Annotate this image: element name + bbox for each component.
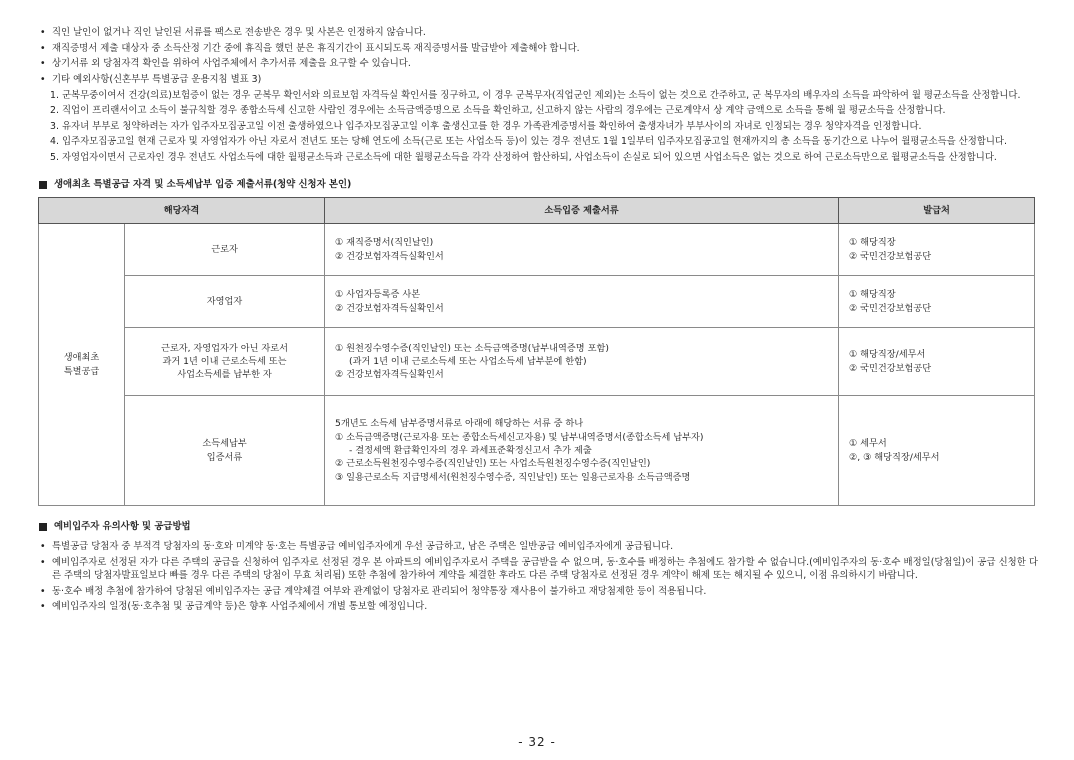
table-row (39, 276, 1035, 328)
waitlist-notes (38, 540, 1038, 614)
page-number: - 32 - (518, 735, 556, 749)
issuer-cell: ① 해당직장 ② 국민건강보험공단 (839, 224, 1035, 276)
category-cell: 근로자, 자영업자가 아닌 자로서 과거 1년 이내 근로소득세 또는 사업소득세를 납부한 자 (125, 328, 325, 396)
note-bullet: • 예비입주자로 선정된 자가 다른 주택의 공급을 신청하여 입주자로 선정된 경우 본 아파트의 예비입주자로서 주택을 공급받을 수 없으며, 동·호수를 배정하는 추첨에도 참가할 수 없습니다.(예비입주자의 동·호수 배정일(당첨일)이 공급 신청한 다른 주택의 당첨자발표일보다 빠를 경우 다른 주택의 당첨이 무효 처리됨) 또한 추첨에 참가하여 계약을 체결한 후라도 다른 주택 당첨자로 선정된 경우 계약이 해제 또는 해지될 수 있으니, 이점 유의하시기 바랍니다. (38, 556, 1038, 583)
documents-table (38, 197, 1035, 506)
exception-item: 5. 자영업자이면서 근로자인 경우 전년도 사업소득에 대한 월평균소득과 근로소득에 대한 월평균소득을 각각 산정하여 합산하되, 사업소득이 손실로 되어 있으면 사업소득은 없는 것으로 하여 근로소득만으로 월평균소득을 산정합니다. (50, 152, 997, 163)
note-bullet: • 예비입주자의 일정(동·호추첨 및 공급계약 등)은 향후 사업주체에서 개별 통보할 예정입니다. (38, 600, 1038, 614)
issuer-cell: ① 해당직장 ② 국민건강보험공단 (839, 276, 1035, 328)
note-bullet: • 기타 예외사항(신혼부부 특별공급 운용지침 별표 3) (38, 73, 1038, 87)
category-cell: 자영업자 (125, 276, 325, 328)
table-row (39, 328, 1035, 396)
exception-item: 1. 군복무중이여서 건강(의료)보험증이 없는 경우 군복무 확인서와 의료보험 자격득실 확인서를 징구하고, 이 경우 군복무자(직업군인 제외)는 소득이 없는 것으로 간주하고, 군 복무자의 배우자의 소득을 파악하여 월 평균소득을 산정합니다. (50, 89, 1021, 101)
header-issuer: 발급처 (839, 198, 1035, 224)
table-row (39, 224, 1035, 276)
note-bullet: • 동·호수 배정 추첨에 참가하여 당첨된 예비입주자는 공급 계약체결 여부와 관계없이 당첨자로 관리되어 청약통장 재사용이 불가하고 재당첨제한 등이 적용됩니다. (38, 585, 1038, 599)
documents-cell: ① 원천징수영수증(직인날인) 또는 소득금액증명(납부내역증명 포함) (과거 1년 이내 근로소득세 또는 사업소득세 납부분에 한함) ② 건강보험자격득실확인서 (325, 328, 839, 396)
header-documents: 소득입증 제출서류 (325, 198, 839, 224)
note-bullet: • 상기서류 외 당첨자격 확인을 위하여 사업주체에서 추가서류 제출을 요구할 수 있습니다. (38, 57, 1038, 71)
table-header-row (39, 198, 1035, 224)
documents-cell: ① 사업자등록증 사본 ② 건강보험자격득실확인서 (325, 276, 839, 328)
section-title-waitlist: 예비입주자 유의사항 및 공급방법 (38, 520, 1038, 534)
documents-cell: 5개년도 소득세 납부증명서류로 아래에 해당하는 서류 중 하나 ① 소득금액증명(근로자용 또는 종합소득세신고자용) 및 납부내역증명서(종합소득세 납부자) - 결정세액 환급확인자의 경우 과세표준확정신고서 추가 제출 ② 근로소득원천징수영수증(직인날인) 또는 사업소득원천징수영수증(직인날인) ③ 일용근로소득 지급명세서(원천징수영수증, 직인날인) 또는 일용근로자용 소득금액증명 (325, 396, 839, 506)
table-row (39, 396, 1035, 506)
note-bullet: • 직인 날인이 없거나 직인 날인된 서류를 팩스로 전송받은 경우 및 사본은 인정하지 않습니다. (38, 26, 1038, 40)
documents-cell: ① 재직증명서(직인날인) ② 건강보험자격득실확인서 (325, 224, 839, 276)
group-cell: 생애최초 특별공급 (39, 224, 125, 506)
document-page (38, 26, 1038, 616)
exception-list (38, 89, 1038, 165)
category-cell: 소득세납부 입증서류 (125, 396, 325, 506)
header-qualification: 해당자격 (39, 198, 325, 224)
category-cell: 근로자 (125, 224, 325, 276)
intro-notes (38, 26, 1038, 87)
issuer-cell: ① 해당직장/세무서 ② 국민건강보험공단 (839, 328, 1035, 396)
exception-item: 4. 입주자모집공고일 현재 근로자 및 자영업자가 아닌 자로서 전년도 또는 당해 연도에 소득(근로 또는 사업소득 등)이 있는 경우 전년도 1월 1일부터 입주자모집공고일 현재까지의 총 소득을 동기간으로 나누어 월평균소득을 산정합니다. (50, 136, 1007, 148)
issuer-cell: ① 세무서 ②, ③ 해당직장/세무서 (839, 396, 1035, 506)
note-bullet: • 재직증명서 제출 대상자 중 소득산정 기간 중에 휴직을 했던 분은 휴직기간이 표시되도록 재직증명서를 발급받아 제출해야 합니다. (38, 42, 1038, 56)
exception-item: 3. 유자녀 부부로 청약하려는 자가 입주자모집공고일 이전 출생하였으나 입주자모집공고일 이후 출생신고를 한 경우 가족관계증명서를 확인하여 출생자녀가 부부사이의 자녀로 인정되는 경우 청약자격을 인정합니다. (50, 120, 922, 132)
section-title-documents: 생애최초 특별공급 자격 및 소득세납부 입증 제출서류(청약 신청자 본인) (38, 178, 1038, 192)
exception-item: 2. 직업이 프리랜서이고 소득이 불규칙할 경우 종합소득세 신고한 사람인 경우에는 소득금액증명으로 소득을 확인하고, 신고하지 않는 사람의 경우에는 근로계약서 상 계약 금액으로 소득을 통해 월 평균소득을 산정합니다. (50, 105, 946, 117)
note-bullet: • 특별공급 당첨자 중 부적격 당첨자의 동·호와 미계약 동·호는 특별공급 예비입주자에게 우선 공급하고, 남은 주택은 일반공급 예비입주자에게 공급됩니다. (38, 540, 1038, 554)
